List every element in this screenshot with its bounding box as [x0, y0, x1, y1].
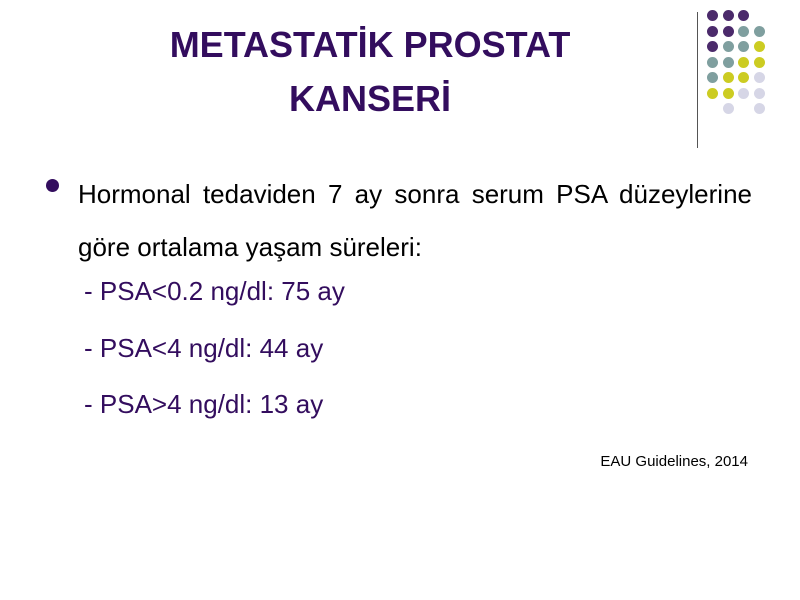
slide-title-line-2: KANSERİ	[288, 78, 452, 119]
decorative-dot	[707, 10, 718, 21]
decorative-dot	[723, 103, 734, 114]
slide-title-line-1: METASTATİK PROSTAT	[169, 24, 571, 65]
decorative-dot	[723, 88, 734, 99]
decorative-dot	[754, 26, 765, 37]
decorative-dot	[754, 57, 765, 68]
decorative-dot	[754, 41, 765, 52]
decorative-dot	[723, 10, 734, 21]
decorative-dot	[754, 103, 765, 114]
decorative-dot	[707, 72, 718, 83]
decorative-dot	[707, 41, 718, 52]
decorative-dot	[738, 72, 749, 83]
decorative-dot	[707, 26, 718, 37]
bullet-icon	[46, 179, 59, 192]
sub-item-psa-below-0-2: - PSA<0.2 ng/dl: 75 ay	[84, 276, 345, 306]
decorative-dot	[738, 88, 749, 99]
sub-item-psa-below-4: - PSA<4 ng/dl: 44 ay	[84, 333, 324, 363]
decorative-dot	[738, 10, 749, 21]
bullet-text: Hormonal tedaviden 7 ay sonra serum PSA düzeylerine göre ortalama yaşam süreleri:	[78, 179, 752, 262]
decorative-dot	[723, 72, 734, 83]
decorative-dot	[738, 57, 749, 68]
decorative-dot	[723, 26, 734, 37]
decorative-dot	[723, 41, 734, 52]
decorative-dot-grid	[707, 10, 787, 130]
decorative-dot	[707, 57, 718, 68]
decorative-dot	[754, 72, 765, 83]
decorative-dot	[723, 57, 734, 68]
vertical-divider	[697, 12, 698, 148]
slide-title	[60, 18, 680, 126]
decorative-dot	[754, 88, 765, 99]
sub-item-psa-above-4: - PSA>4 ng/dl: 13 ay	[84, 389, 324, 419]
decorative-dot	[707, 88, 718, 99]
citation: EAU Guidelines, 2014	[600, 453, 748, 470]
decorative-dot	[738, 41, 749, 52]
decorative-dot	[738, 26, 749, 37]
